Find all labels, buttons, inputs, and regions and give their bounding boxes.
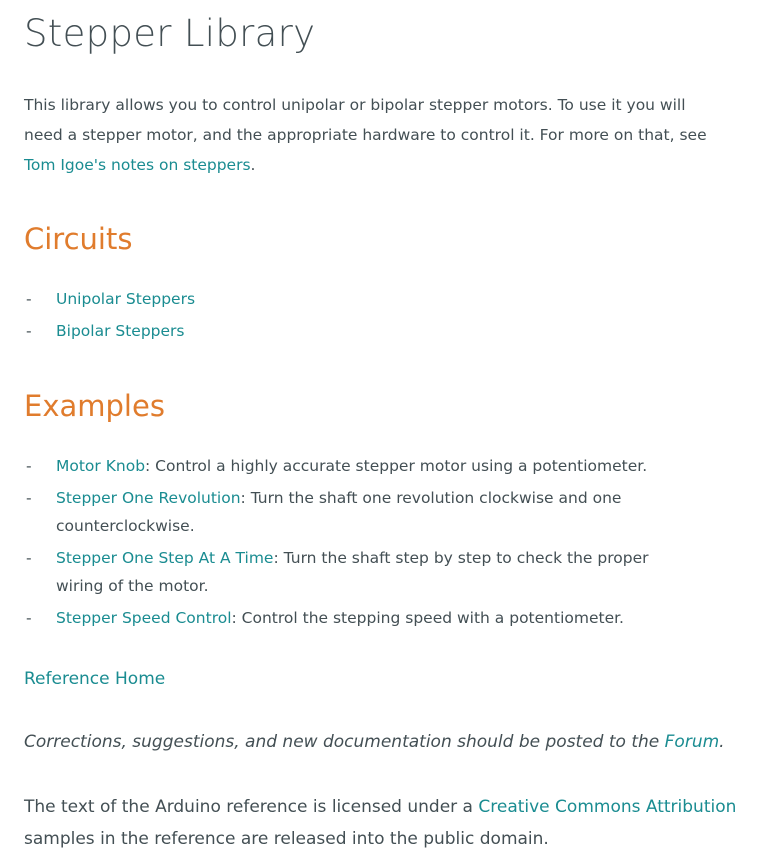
list-item bbox=[24, 544, 676, 600]
circuits-heading: Circuits bbox=[24, 222, 133, 256]
dash-bullet: - bbox=[26, 609, 32, 627]
tom-igoe-notes-link[interactable]: Tom Igoe's notes on steppers bbox=[24, 156, 251, 174]
reference-home-link[interactable]: Reference Home bbox=[24, 669, 166, 689]
stepper-one-revolution-link[interactable]: Stepper One Revolution bbox=[56, 489, 241, 507]
creative-commons-link[interactable]: Creative Commons Attribution bbox=[478, 797, 737, 817]
dash-bullet: - bbox=[26, 457, 32, 475]
list-item bbox=[24, 604, 676, 632]
stepper-speed-control-link[interactable]: Stepper Speed Control bbox=[56, 609, 232, 627]
dash-bullet: - bbox=[26, 290, 32, 308]
list-item bbox=[24, 317, 704, 345]
corrections-text: Corrections, suggestions, and new documentation should be posted to the bbox=[24, 732, 665, 752]
license-note bbox=[24, 791, 744, 855]
stepper-one-step-link[interactable]: Stepper One Step At A Time bbox=[56, 549, 274, 567]
motor-knob-link[interactable]: Motor Knob bbox=[56, 457, 146, 475]
corrections-note bbox=[24, 729, 725, 755]
intro-paragraph bbox=[24, 90, 714, 180]
corrections-period: . bbox=[719, 732, 725, 752]
list-item bbox=[24, 285, 704, 313]
unipolar-steppers-link[interactable]: Unipolar Steppers bbox=[56, 290, 196, 308]
dash-bullet: - bbox=[26, 549, 32, 567]
list-item bbox=[24, 484, 676, 540]
dash-bullet: - bbox=[26, 322, 32, 340]
dash-bullet: - bbox=[26, 489, 32, 507]
example-description: : Turn the shaft step by step to check the proper wiring of the motor. bbox=[56, 549, 649, 595]
example-description: : Control the stepping speed with a potentiometer. bbox=[231, 609, 624, 627]
license-line-2: samples in the reference are released into the public domain. bbox=[24, 829, 549, 849]
intro-period: . bbox=[250, 156, 256, 174]
intro-text: This library allows you to control unipolar or bipolar stepper motors. To use it you will need a stepper motor, and the appropriate hardware to control it. For more on that, see bbox=[24, 96, 707, 144]
forum-link[interactable]: Forum bbox=[664, 732, 720, 752]
license-line-1 bbox=[24, 791, 744, 823]
page-title: Stepper Library bbox=[24, 12, 316, 55]
examples-heading: Examples bbox=[24, 389, 165, 423]
example-description: : Control a highly accurate stepper motor using a potentiometer. bbox=[145, 457, 648, 475]
example-description: : Turn the shaft one revolution clockwise and one counterclockwise. bbox=[56, 489, 622, 535]
circuits-list bbox=[24, 285, 704, 349]
list-item bbox=[24, 452, 676, 480]
license-text: The text of the Arduino reference is licensed under a bbox=[24, 797, 479, 817]
examples-list bbox=[24, 452, 704, 636]
bipolar-steppers-link[interactable]: Bipolar Steppers bbox=[56, 322, 185, 340]
